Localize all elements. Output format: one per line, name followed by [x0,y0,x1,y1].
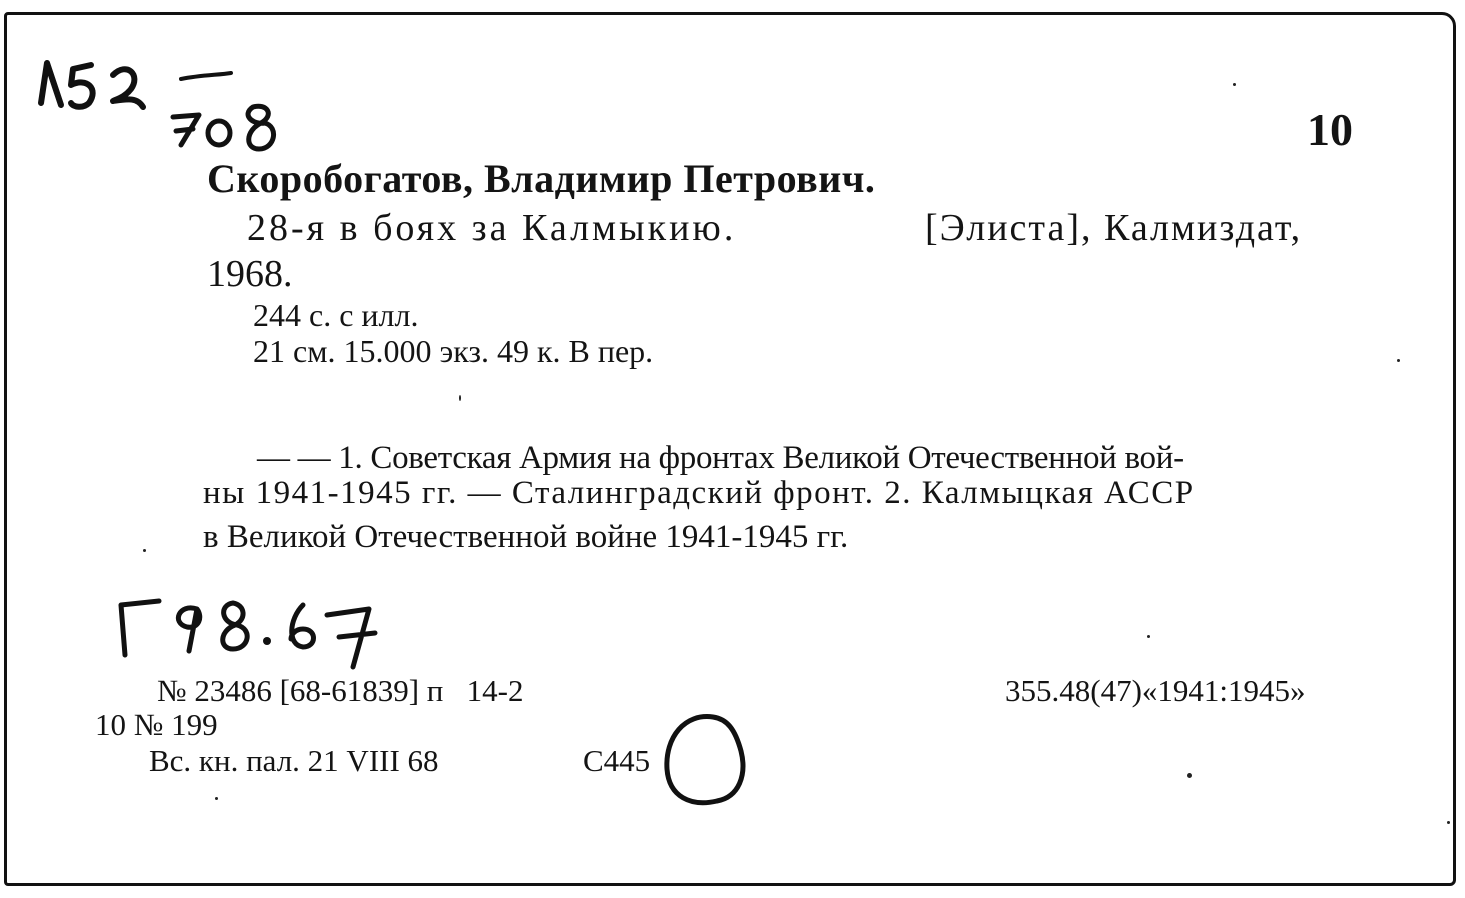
catalog-card [4,12,1456,886]
subject-line-3: в Великой Отечественной войне 1941-1945 гг. [203,519,849,555]
ink-speck [1397,359,1400,362]
catalog-number: № 23486 [68-61839] п 14-2 [157,673,524,708]
ink-speck [143,549,146,552]
handwritten-code-top-left [31,45,331,165]
place-publisher: [Элиста], Калмиздат, [925,207,1303,249]
ink-speck [1187,773,1192,778]
physical-description: 21 см. 15.000 экз. 49 к. В пер. [253,333,654,369]
author-heading: Скоробогатов, Владимир Петрович. [207,156,876,201]
handwritten-code-middle-left [107,585,407,685]
card-number: 10 [1307,104,1353,155]
ink-speck [1447,821,1450,824]
publication-year: 1968. [207,253,293,295]
ink-speck [215,797,218,800]
subject-line-2: ны 1941-1945 гг. — Сталинградский фронт. 2. Калмыцкая АССР [203,475,1195,511]
ink-speck [1147,635,1150,638]
ink-circle [655,707,755,817]
issue-number: 10 № 199 [95,707,218,742]
ink-speck [1233,83,1236,86]
subject-line-1: — — 1. Советская Армия на фронтах Великой Отечественной вой- [257,440,1184,476]
book-chamber-date: Вс. кн. пал. 21 VIII 68 [149,743,439,778]
udc-index: 355.48(47)«1941:1945» [1005,673,1306,708]
ink-speck [459,395,461,401]
print-code: С445 [583,743,651,778]
pages-info: 244 с. с илл. [253,297,419,333]
book-title: 28-я в боях за Калмыкию. [247,207,737,249]
